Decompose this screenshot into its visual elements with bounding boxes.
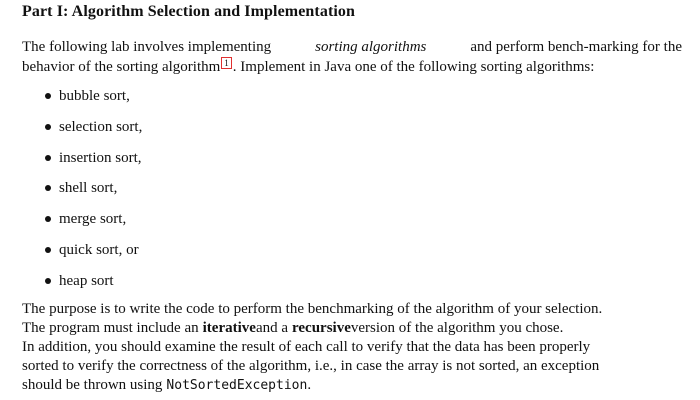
bullet-icon xyxy=(45,93,51,99)
bullet-icon xyxy=(45,216,51,222)
code-text: NotSortedException xyxy=(166,378,308,393)
list-item-label: insertion sort, xyxy=(59,149,142,166)
outro-line-2 xyxy=(22,319,682,338)
outro-text: and a xyxy=(255,320,289,336)
outro-line-1 xyxy=(22,300,682,319)
outro-text: In addition, you should examine the result of each call to verify that the data has been properly xyxy=(22,339,591,355)
outro-text: sorted to verify the correctness of the algorithm, i.e., in case the array is not sorted, an exception xyxy=(22,358,600,374)
bullet-icon xyxy=(45,278,51,284)
intro-paragraph xyxy=(22,38,682,77)
outro-paragraph xyxy=(22,300,682,395)
outro-text: version of the algorithm you chose. xyxy=(350,320,564,336)
bullet-icon xyxy=(45,185,51,191)
intro-text: The following lab involves implementing xyxy=(22,39,272,55)
outro-text: should be thrown using xyxy=(22,377,163,393)
list-item-label: selection sort, xyxy=(59,118,143,135)
list-item-label: heap sort xyxy=(59,272,114,289)
intro-text: behavior of the sorting algorithm xyxy=(22,59,221,75)
outro-line-5 xyxy=(22,376,682,395)
intro-text: and perform bench-marking for the xyxy=(470,39,682,55)
outro-text: . xyxy=(307,377,312,393)
footnote-link[interactable]: 1 xyxy=(221,57,232,69)
bullet-icon xyxy=(45,124,51,130)
outro-line-3 xyxy=(22,338,682,357)
bullet-icon xyxy=(45,247,51,253)
list-item-label: merge sort, xyxy=(59,211,127,228)
outro-text: The purpose is to write the code to perform the benchmarking of the algorithm of your selection. xyxy=(22,301,603,317)
list-item-label: quick sort, or xyxy=(59,241,139,258)
list-item-label: shell sort, xyxy=(59,180,118,197)
intro-line-2 xyxy=(22,57,682,77)
list-item-label: bubble sort, xyxy=(59,88,130,104)
intro-line-1 xyxy=(22,38,682,57)
bold-text: iterative xyxy=(202,320,256,336)
emphasis-text: sorting algorithms xyxy=(315,39,427,55)
intro-text: . Implement in Java one of the following sorting algorithms: xyxy=(232,59,595,75)
outro-line-4 xyxy=(22,357,682,376)
section-heading: Part I: Algorithm Selection and Implementation xyxy=(22,3,356,20)
outro-text: The program must include an xyxy=(22,320,199,336)
bullet-icon xyxy=(45,155,51,161)
bold-text: recursive xyxy=(292,320,351,336)
